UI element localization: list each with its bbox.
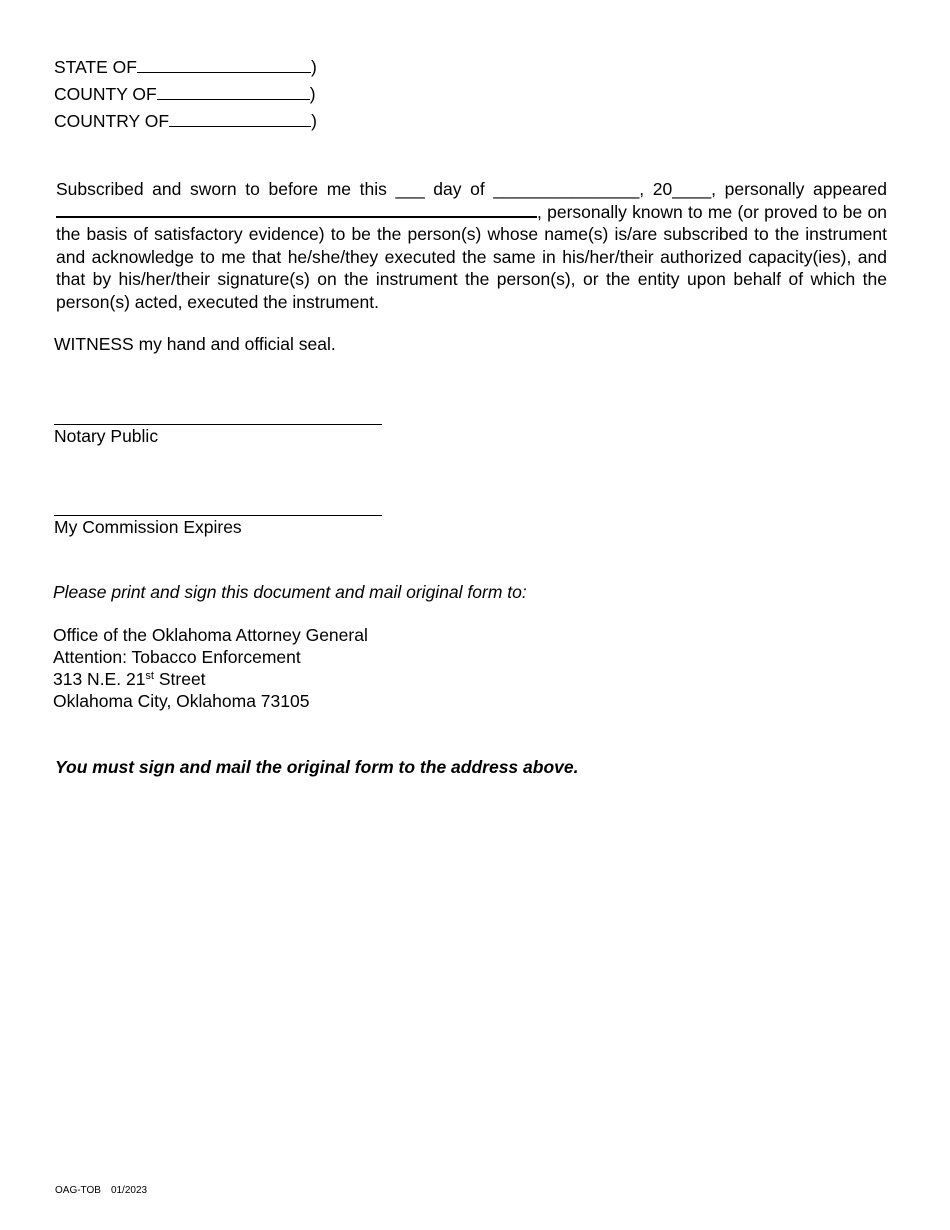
state-row	[54, 56, 317, 78]
street-type: Street	[153, 669, 206, 689]
form-revision: 01/2023	[110, 1185, 148, 1196]
jurat-text-part2: , personally known to me (or proved to be on the basis of satisfactory evidence) to be the person(s) whose name(s) is/are subscribed to the instrument and acknowledge to me that he/she/they executed the same in his/her/their authorized capacity(ies), and that by his/her/their signature(s) on the instrument the person(s), or the entity upon behalf of which the person(s) acted, executed the instrument.	[56, 201, 887, 312]
notary-public-label: Notary Public	[54, 426, 159, 446]
state-field[interactable]	[137, 57, 311, 73]
state-label: STATE OF	[54, 57, 137, 77]
appearing-person-field[interactable]	[56, 202, 537, 218]
form-id: OAG-TOB	[55, 1185, 101, 1196]
country-label: COUNTRY OF	[54, 111, 170, 131]
signature-warning: You must sign and mail the original form to the address above.	[55, 757, 579, 777]
jurat-paragraph	[56, 178, 887, 314]
county-paren: )	[309, 84, 316, 104]
commission-expiry-line[interactable]	[54, 515, 382, 516]
jurat-text-part1: Subscribed and sworn to before me this ___ day of _______________, 20____, personally appeared	[56, 179, 887, 199]
form-footer	[55, 1185, 147, 1196]
country-paren: )	[311, 111, 317, 131]
address-line-3	[53, 668, 368, 690]
county-field[interactable]	[157, 84, 310, 100]
state-paren: )	[310, 57, 317, 77]
address-line-2: Attention: Tobacco Enforcement	[53, 647, 301, 667]
country-field[interactable]	[169, 111, 311, 127]
commission-expires-label: My Commission Expires	[54, 517, 242, 537]
notary-signature-line[interactable]	[54, 424, 382, 425]
witness-statement: WITNESS my hand and official seal.	[54, 334, 336, 354]
address-line-1: Office of the Oklahoma Attorney General	[53, 625, 368, 645]
mailing-instructions: Please print and sign this document and mail original form to:	[53, 582, 527, 602]
address-line-4: Oklahoma City, Oklahoma 73105	[53, 691, 310, 711]
ordinal-suffix: st	[145, 670, 154, 682]
county-row	[54, 83, 316, 105]
country-row	[54, 110, 317, 132]
street-number: 313 N.E. 21	[53, 669, 146, 689]
county-label: COUNTY OF	[54, 84, 157, 104]
mailing-address	[53, 624, 368, 712]
